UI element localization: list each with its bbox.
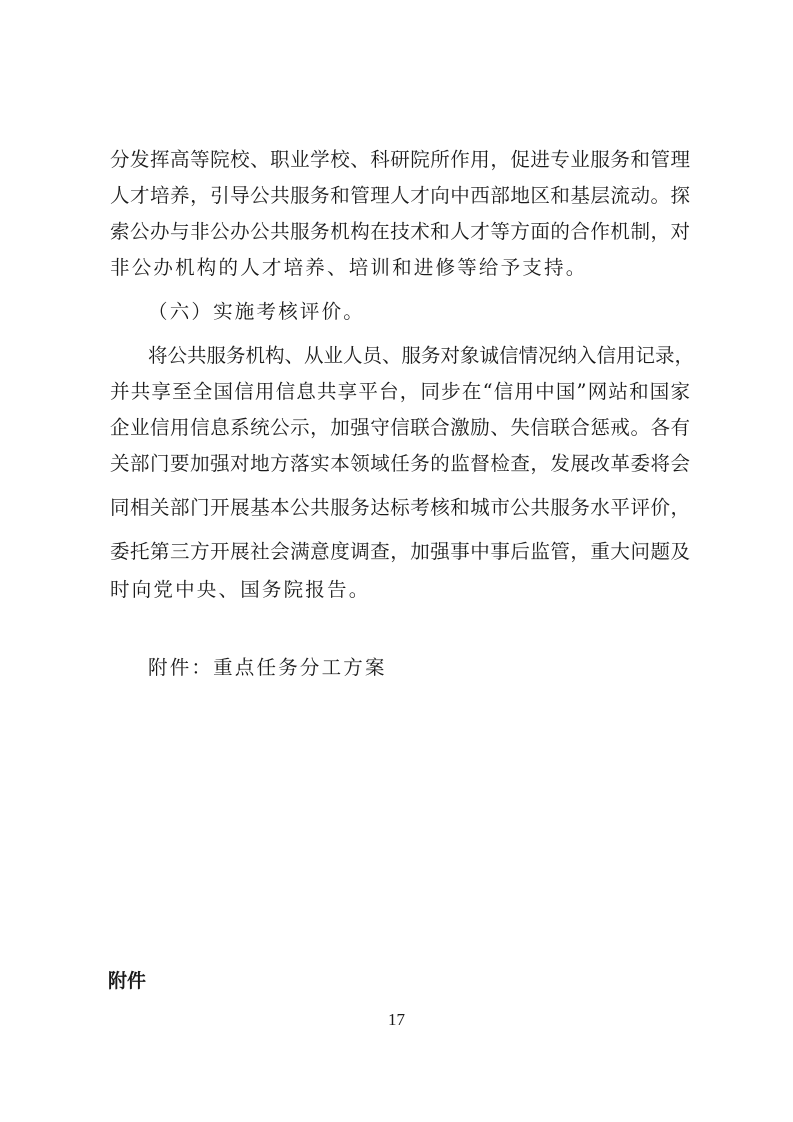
paragraph-line: 索公办与非公办公共服务机构在技术和人才等方面的合作机制，对 [110, 220, 690, 243]
section-heading: （六）实施考核评价。 [148, 300, 366, 323]
paragraph-line: 分发挥高等院校、职业学校、科研院所作用，促进专业服务和管理 [110, 148, 690, 171]
paragraph-line: 同相关部门开展基本公共服务达标考核和城市公共服务水平评价， [110, 496, 690, 519]
attachment-label: 附件 [108, 970, 147, 992]
paragraph-line: 非公办机构的人才培养、培训和进修等给予支持。 [110, 256, 588, 279]
paragraph-line: 并共享至全国信用信息共享平台，同步在“信用中国”网站和国家 [110, 380, 690, 403]
paragraph-line: 委托第三方开展社会满意度调查，加强事中事后监管，重大问题及 [110, 540, 690, 563]
page-number: 17 [388, 1010, 405, 1029]
paragraph-line: 将公共服务机构、从业人员、服务对象诚信情况纳入信用记录， [148, 344, 695, 367]
paragraph-line: 企业信用信息系统公示，加强守信联合激励、失信联合惩戒。各有 [110, 416, 690, 439]
paragraph-line: 关部门要加强对地方落实本领域任务的监督检查，发展改革委将会 [110, 452, 690, 475]
paragraph-line: 人才培养，引导公共服务和管理人才向中西部地区和基层流动。探 [110, 184, 690, 207]
attachment-note: 附件：重点任务分工方案 [148, 656, 387, 679]
paragraph-line: 时向党中央、国务院报告。 [110, 578, 371, 601]
